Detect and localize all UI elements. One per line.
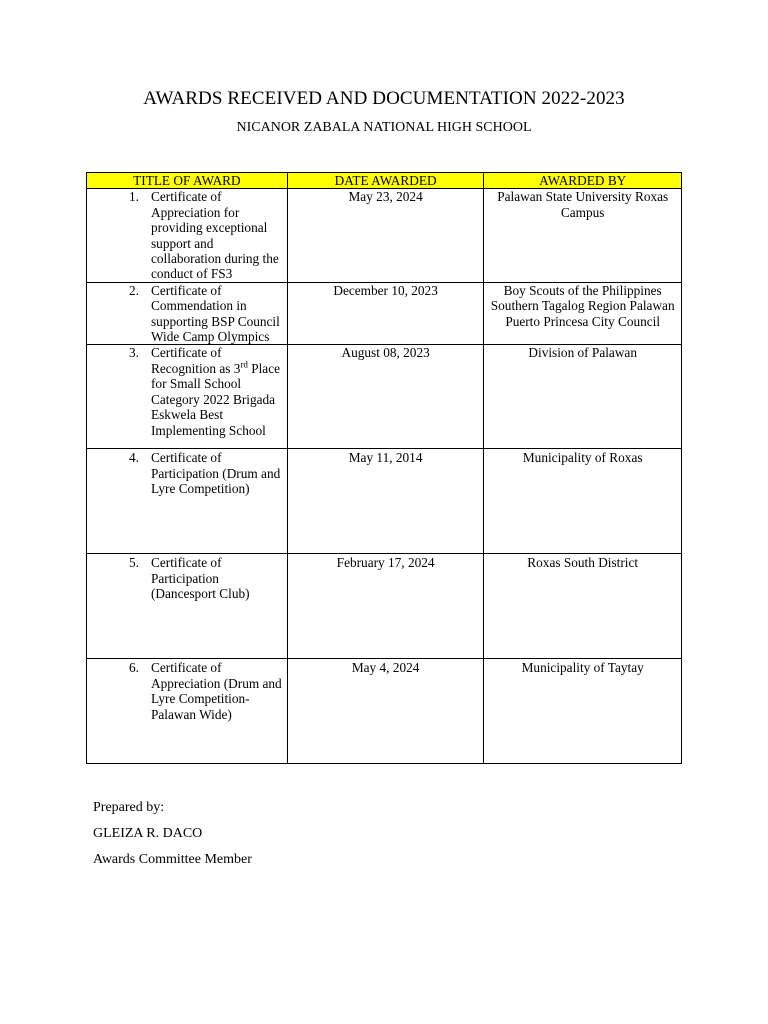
award-title-cell: [87, 554, 288, 659]
awards-table: [86, 172, 682, 764]
document-title: AWARDS RECEIVED AND DOCUMENTATION 2022-2023: [143, 88, 625, 109]
award-date: May 23, 2024: [287, 189, 484, 282]
award-date: May 11, 2014: [287, 449, 484, 554]
table-header-row: [87, 173, 682, 189]
awarded-by: Boy Scouts of the Philippines Southern Tagalog Region Palawan Puerto Princesa City Council: [484, 282, 682, 345]
award-title: Certificate of Appreciation (Drum and Lyre Competition-Palawan Wide): [151, 660, 282, 722]
preparer-name: GLEIZA R. DACO: [93, 826, 203, 841]
table-row: [87, 449, 682, 554]
award-date: December 10, 2023: [287, 282, 484, 345]
awarded-by: Municipality of Roxas: [484, 449, 682, 554]
award-title-cell: [87, 659, 288, 764]
award-number: 1.: [129, 189, 139, 205]
award-title: Certificate of Commendation in supporting BSP Council Wide Camp Olympics: [151, 282, 280, 345]
award-title-part: Certificate of Recognition as 3: [151, 345, 241, 376]
award-date: February 17, 2024: [287, 554, 484, 659]
award-date: May 4, 2024: [287, 659, 484, 764]
table-row: [87, 345, 682, 449]
award-title-cell: [87, 449, 288, 554]
award-title: Certificate of Participation (Drum and Lyre Competition): [151, 450, 281, 497]
awarded-by: Division of Palawan: [484, 345, 682, 449]
table-row: [87, 282, 682, 345]
award-title: [139, 345, 287, 437]
awarded-by: Municipality of Taytay: [484, 659, 682, 764]
awarded-by: Roxas South District: [484, 554, 682, 659]
award-number: 6.: [129, 660, 139, 676]
table-row: [87, 189, 682, 282]
award-title: Certificate of Appreciation for providing exceptional support and collaboration during the conduct of FS3: [151, 189, 279, 282]
award-number: 2.: [129, 282, 139, 298]
award-title: Certificate of Participation (Dancesport Club): [151, 555, 250, 602]
prepared-by-label: Prepared by:: [93, 800, 165, 815]
award-number: 3.: [129, 345, 139, 361]
award-title-cell: [87, 282, 288, 345]
award-number: 5.: [129, 555, 139, 571]
school-name: NICANOR ZABALA NATIONAL HIGH SCHOOL: [236, 120, 532, 135]
header-date-awarded: DATE AWARDED: [287, 173, 484, 189]
award-title-cell: [87, 345, 288, 449]
table-row: [87, 554, 682, 659]
award-number: 4.: [129, 450, 139, 466]
award-title-cell: [87, 189, 288, 282]
award-date: August 08, 2023: [287, 345, 484, 449]
preparer-role: Awards Committee Member: [93, 852, 252, 867]
header-title-of-award: TITLE OF AWARD: [87, 173, 288, 189]
award-title-part: Place for Small School Category 2022 Brigada Eskwela Best Implementing School: [151, 360, 280, 438]
header-awarded-by: AWARDED BY: [484, 173, 682, 189]
awarded-by: Palawan State University Roxas Campus: [484, 189, 682, 282]
table-row: [87, 659, 682, 764]
ordinal-suffix: rd: [240, 359, 248, 370]
